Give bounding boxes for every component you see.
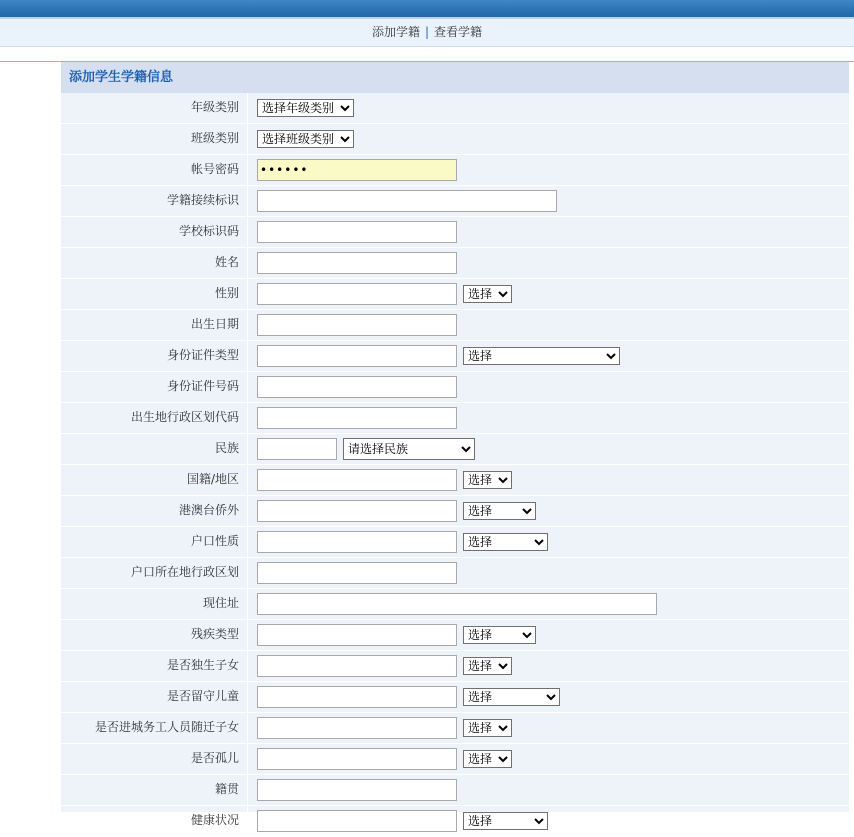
- household-type-select[interactable]: [463, 533, 548, 551]
- birth-date-input[interactable]: [257, 314, 457, 336]
- current-address-label: 现住址: [61, 589, 248, 619]
- row-id-type: [61, 341, 849, 372]
- migrant-child-input[interactable]: [257, 717, 457, 739]
- row-disability: [61, 620, 849, 651]
- row-class: [61, 124, 849, 155]
- only-child-input[interactable]: [257, 655, 457, 677]
- native-place-input[interactable]: [257, 779, 457, 801]
- row-grade: [61, 93, 849, 124]
- household-region-input[interactable]: [257, 562, 457, 584]
- id-number-input[interactable]: [257, 376, 457, 398]
- birth-region-input[interactable]: [257, 407, 457, 429]
- hk-macao-taiwan-label: 港澳台侨外: [61, 496, 248, 526]
- row-health: [61, 806, 849, 837]
- only-child-select[interactable]: [463, 657, 512, 675]
- nav-view-records-link[interactable]: 查看学籍: [434, 25, 483, 39]
- left-behind-input[interactable]: [257, 686, 457, 708]
- school-code-input[interactable]: [257, 221, 457, 243]
- top-banner: [0, 0, 854, 19]
- nationality-input[interactable]: [257, 469, 457, 491]
- id-type-input[interactable]: [257, 345, 457, 367]
- name-input[interactable]: [257, 252, 457, 274]
- row-name: [61, 248, 849, 279]
- class-select[interactable]: [257, 130, 354, 148]
- orphan-input[interactable]: [257, 748, 457, 770]
- row-hk-macao-taiwan: [61, 496, 849, 527]
- nationality-label: 国籍/地区: [61, 465, 248, 495]
- ethnicity-label: 民族: [61, 434, 248, 464]
- ethnicity-input[interactable]: [257, 438, 337, 460]
- migrant-child-label: 是否进城务工人员随迁子女: [61, 713, 248, 743]
- row-nationality: [61, 465, 849, 496]
- orphan-select[interactable]: [463, 750, 512, 768]
- row-birth-region: [61, 403, 849, 434]
- hk-macao-taiwan-input[interactable]: [257, 500, 457, 522]
- name-label: 姓名: [61, 248, 248, 278]
- disability-input[interactable]: [257, 624, 457, 646]
- household-type-input[interactable]: [257, 531, 457, 553]
- row-household-type: [61, 527, 849, 558]
- birth-region-label: 出生地行政区划代码: [61, 403, 248, 433]
- grade-label: 年级类别: [61, 93, 248, 123]
- row-left-behind: [61, 682, 849, 713]
- row-school-code: [61, 217, 849, 248]
- id-type-label: 身份证件类型: [61, 341, 248, 371]
- only-child-label: 是否独生子女: [61, 651, 248, 681]
- row-household-region: [61, 558, 849, 589]
- row-id-number: [61, 372, 849, 403]
- native-place-label: 籍贯: [61, 775, 248, 805]
- row-current-address: [61, 589, 849, 620]
- health-select[interactable]: [463, 812, 548, 830]
- hk-macao-taiwan-select[interactable]: [463, 502, 536, 520]
- birth-date-label: 出生日期: [61, 310, 248, 340]
- nav-separator: |: [424, 25, 430, 39]
- row-migrant-child: [61, 713, 849, 744]
- ethnicity-select[interactable]: [343, 438, 475, 460]
- top-nav: [0, 19, 854, 47]
- id-number-label: 身份证件号码: [61, 372, 248, 402]
- row-ethnicity: [61, 434, 849, 465]
- health-label: 健康状况: [61, 806, 248, 836]
- gender-label: 性别: [61, 279, 248, 309]
- grade-select[interactable]: [257, 99, 354, 117]
- gender-select[interactable]: [463, 285, 512, 303]
- health-input[interactable]: [257, 810, 457, 832]
- panel-title: 添加学生学籍信息: [61, 62, 849, 93]
- gender-input[interactable]: [257, 283, 457, 305]
- household-region-label: 户口所在地行政区划: [61, 558, 248, 588]
- row-student-link-id: [61, 186, 849, 217]
- row-orphan: [61, 744, 849, 775]
- left-behind-select[interactable]: [463, 688, 560, 706]
- class-label: 班级类别: [61, 124, 248, 154]
- form-panel: [61, 62, 849, 827]
- nav-add-record-link[interactable]: 添加学籍: [371, 25, 420, 39]
- orphan-label: 是否孤儿: [61, 744, 248, 774]
- row-birth-date: [61, 310, 849, 341]
- student-link-id-label: 学籍接续标识: [61, 186, 248, 216]
- current-address-input[interactable]: [257, 593, 657, 615]
- row-native-place: [61, 775, 849, 806]
- household-type-label: 户口性质: [61, 527, 248, 557]
- disability-select[interactable]: [463, 626, 536, 644]
- disability-label: 残疾类型: [61, 620, 248, 650]
- student-link-id-input[interactable]: [257, 190, 557, 212]
- migrant-child-select[interactable]: [463, 719, 512, 737]
- left-behind-label: 是否留守儿童: [61, 682, 248, 712]
- password-label: 帐号密码: [61, 155, 248, 185]
- row-only-child: [61, 651, 849, 682]
- nationality-select[interactable]: [463, 471, 512, 489]
- row-password: [61, 155, 849, 186]
- row-gender: [61, 279, 849, 310]
- id-type-select[interactable]: [463, 347, 620, 365]
- school-code-label: 学校标识码: [61, 217, 248, 247]
- password-input[interactable]: [257, 159, 457, 181]
